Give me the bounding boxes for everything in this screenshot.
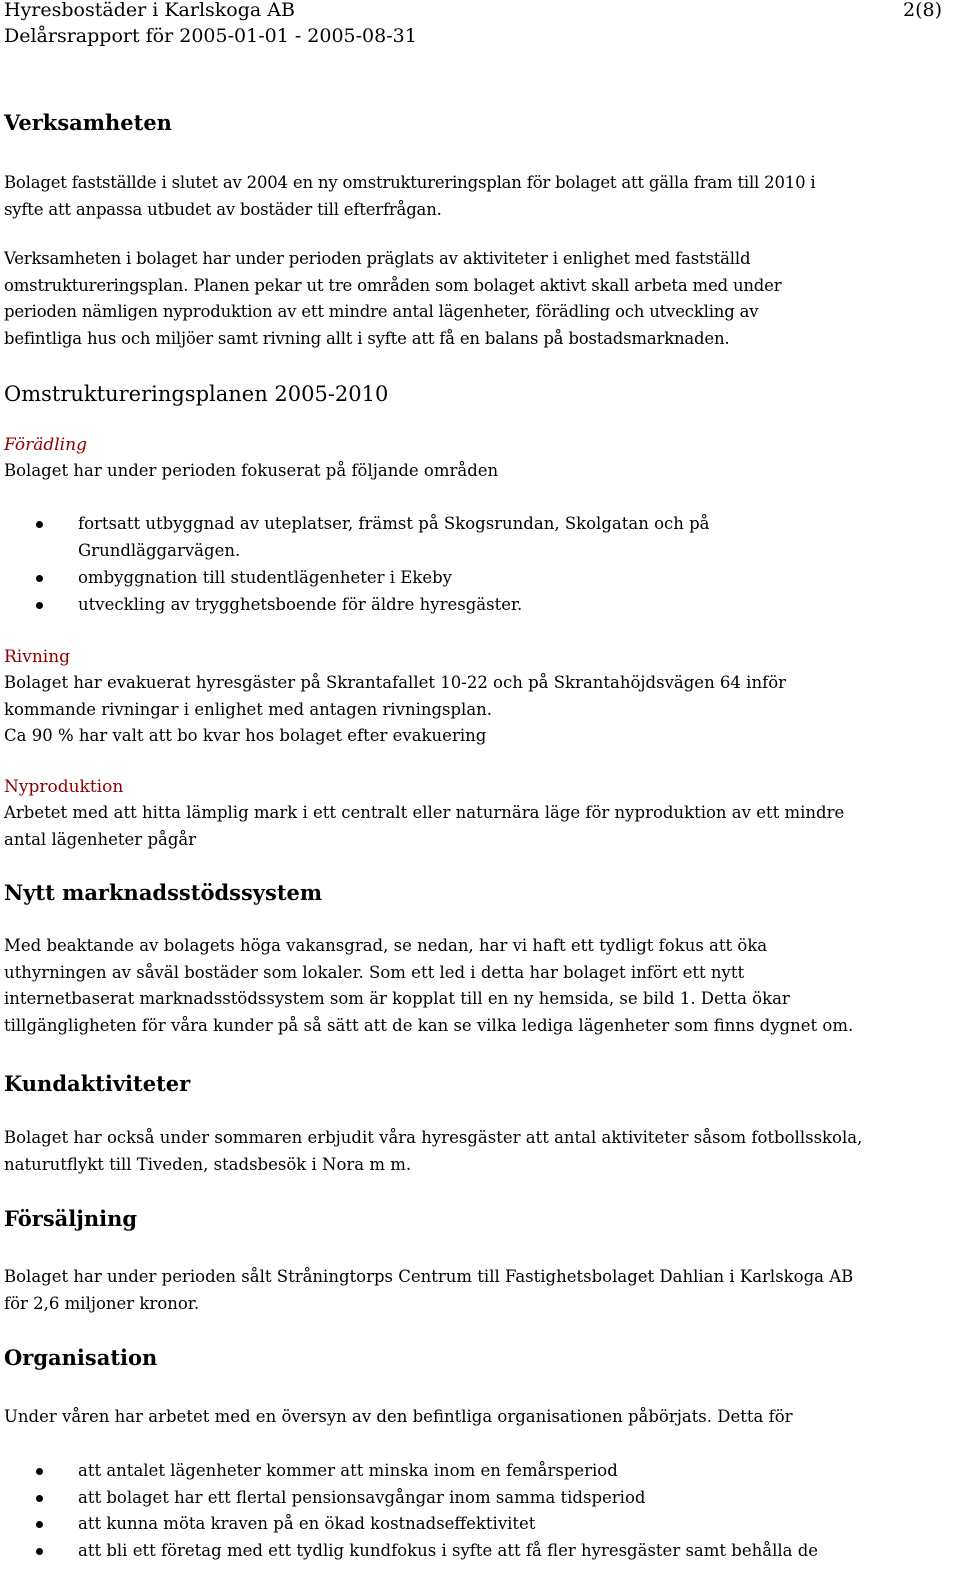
text-line: Ca 90 % har valt att bo kvar hos bolaget efter evakuering	[4, 726, 487, 745]
list-item-text: fortsatt utbyggnad av uteplatser, främst på Skogsrundan, Skolgatan och på	[78, 514, 710, 533]
text-line: Bolaget har under perioden fokuserat på följande områden	[4, 461, 499, 480]
page-number: 2(8)	[902, 0, 942, 21]
subheading-rivning: Rivning	[4, 647, 71, 667]
text-line: omstruktureringsplan. Planen pekar ut tre områden som bolaget aktivt skall arbeta med under	[4, 275, 782, 295]
bullet-dot	[36, 1495, 43, 1502]
kund-paragraph	[4, 1125, 944, 1178]
marknad-paragraph	[4, 933, 944, 1039]
text-line: kommande rivningar i enlighet med antagen rivningsplan.	[4, 699, 493, 719]
nyproduktion-paragraph	[4, 800, 944, 853]
list-item-text: att bolaget har ett flertal pensionsavgångar inom samma tidsperiod	[78, 1488, 646, 1507]
heading-forsaljning: Försäljning	[4, 1206, 138, 1231]
bullet-dot	[36, 521, 43, 528]
bullet-dot	[36, 575, 43, 582]
text-line: Verksamheten i bolaget har under perioden präglats av aktiviteter i enlighet med fastställd	[4, 249, 751, 268]
text-line: Bolaget har under perioden sålt Stråningtorps Centrum till Fastighetsbolaget Dahlian i Karlskoga AB	[4, 1267, 854, 1286]
paragraph-verksamheten-2	[4, 246, 944, 352]
list-item-text: att bli ett företag med ett tydlig kundfokus i syfte att få fler hyresgäster samt behålla de	[78, 1541, 819, 1560]
text-line: Bolaget har också under sommaren erbjudit våra hyresgäster att antal aktiviteter såsom fotbollsskola,	[4, 1128, 863, 1147]
header-company: Hyresbostäder i Karlskoga AB	[4, 0, 295, 21]
header-report-period: Delårsrapport för 2005-01-01 - 2005-08-31	[4, 25, 417, 47]
rivning-paragraph	[4, 670, 944, 750]
bullet-dot	[36, 1468, 43, 1475]
list-item-text: ombyggnation till studentlägenheter i Ekeby	[78, 568, 452, 587]
forsaljning-paragraph	[4, 1264, 944, 1317]
foradling-intro	[4, 458, 944, 485]
bullet-dot	[36, 1521, 43, 1528]
subheading-nyproduktion: Nyproduktion	[4, 777, 124, 797]
text-line: naturutflykt till Tiveden, stadsbesök i Nora m m.	[4, 1154, 412, 1174]
text-line: Bolaget har evakuerat hyresgäster på Skrantafallet 10-22 och på Skrantahöjdsvägen 64 inför	[4, 673, 787, 692]
heading-kundaktiviteter: Kundaktiviteter	[4, 1071, 191, 1096]
text-line: Arbetet med att hitta lämplig mark i ett centralt eller naturnära läge för nyproduktion av ett mindre	[4, 803, 845, 822]
text-line: Under våren har arbetet med en översyn av den befintliga organisationen påbörjats. Detta för	[4, 1407, 793, 1426]
list-item-text: att antalet lägenheter kommer att minska inom en femårsperiod	[78, 1461, 618, 1480]
list-item-text: Grundläggarvägen.	[78, 540, 241, 560]
text-line: internetbaserat marknadsstödssystem som är kopplat till en ny hemsida, se bild 1. Detta ökar	[4, 989, 790, 1008]
text-line: Bolaget fastställde i slutet av 2004 en ny omstruktureringsplan för bolaget att gälla fram till 2010 i	[4, 173, 816, 192]
text-line: perioden nämligen nyproduktion av ett mindre antal lägenheter, förädling och utveckling av	[4, 302, 759, 321]
heading-verksamheten: Verksamheten	[4, 110, 172, 135]
organisation-intro	[4, 1404, 944, 1431]
paragraph-verksamheten-1	[4, 170, 944, 223]
text-line: tillgängligheten för våra kunder på så sätt att de kan se vilka lediga lägenheter som finns dygnet om.	[4, 1015, 854, 1035]
text-line: uthyrningen av såväl bostäder som lokaler. Som ett led i detta har bolaget infört ett nytt	[4, 962, 745, 982]
text-line: antal lägenheter pågår	[4, 829, 197, 849]
bullet-dot	[36, 1548, 43, 1555]
heading-omstruktureringsplanen: Omstruktureringsplanen 2005-2010	[4, 382, 389, 406]
text-line: Med beaktande av bolagets höga vakansgrad, se nedan, har vi haft ett tydligt fokus att öka	[4, 936, 768, 955]
list-item-text: utveckling av trygghetsboende för äldre hyresgäster.	[78, 595, 523, 614]
bullet-dot	[36, 602, 43, 609]
list-item-text: att kunna möta kraven på en ökad kostnadseffektivitet	[78, 1514, 536, 1533]
text-line: för 2,6 miljoner kronor.	[4, 1293, 200, 1313]
heading-organisation: Organisation	[4, 1345, 158, 1370]
text-line: befintliga hus och miljöer samt rivning allt i syfte att få en balans på bostadsmarknaden.	[4, 328, 730, 348]
subheading-foradling: Förädling	[4, 435, 87, 455]
text-line: syfte att anpassa utbudet av bostäder till efterfrågan.	[4, 199, 442, 219]
heading-marknadsstodssystem: Nytt marknadsstödssystem	[4, 880, 323, 905]
